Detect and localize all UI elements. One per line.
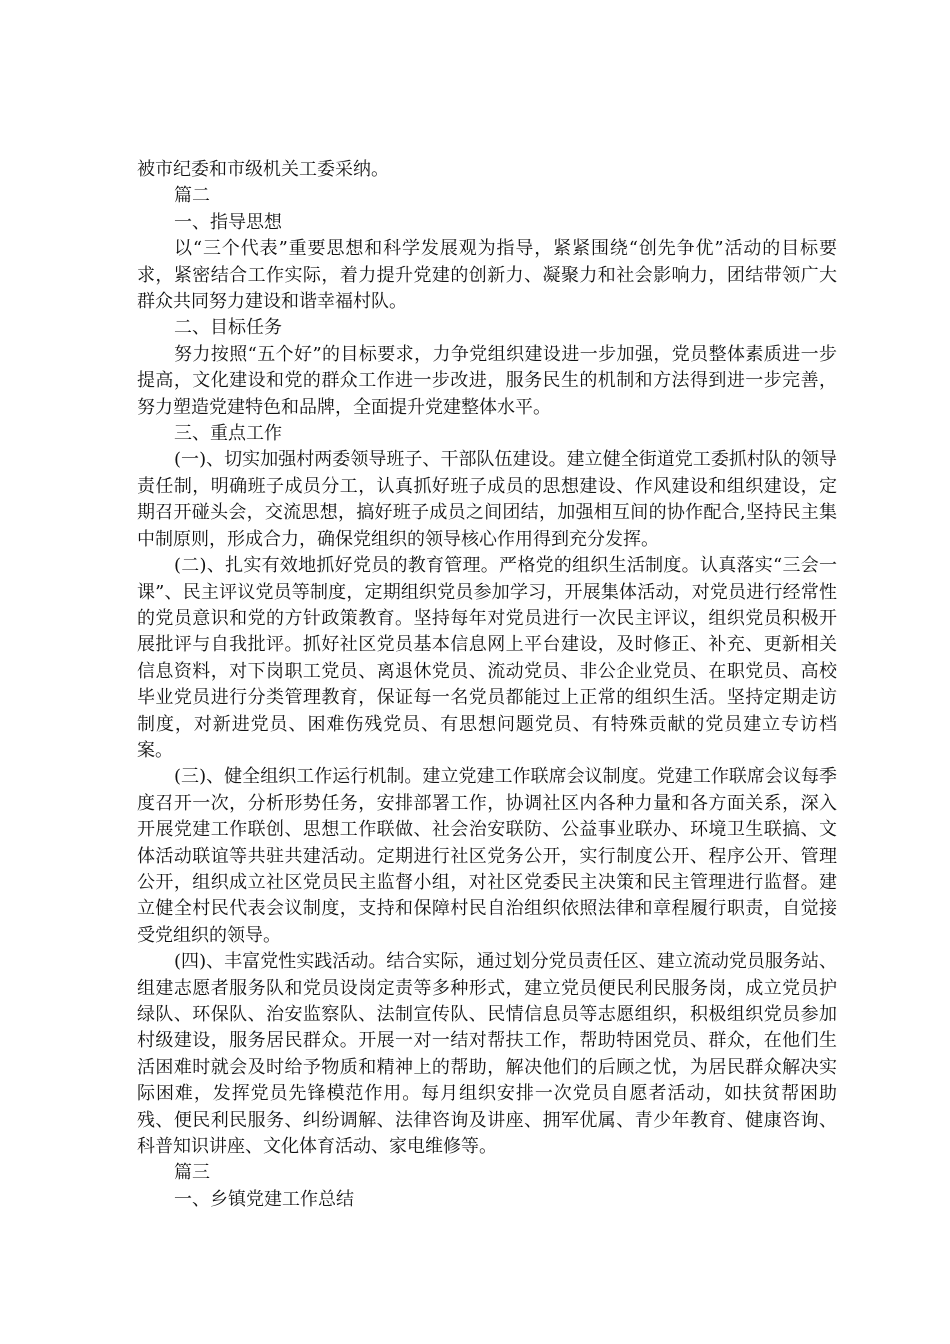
paragraph-key-work-1: (一)、切实加强村两委领导班子、干部队伍建设。建立健全街道党工委抓村队的领导责任制，明确班子成员分工，认真抓好班子成员的思想建设、作风建设和组织建设，定期召开碰头会，交流思想，搞好班子成员之间团结，加强相互间的协作配合,坚持民主集中制原则，形成合力，确保党组织的领导核心作用得到充分发挥。 xyxy=(137,449,837,550)
heading-township-summary: 一、乡镇党建工作总结 xyxy=(174,1188,354,1210)
paragraph-goals-tasks: 努力按照“五个好”的目标要求，力争党组织建设进一步加强，党员整体素质进一步提高，文化建设和党的群众工作进一步改进，服务民生的机制和方法得到进一步完善，努力塑造党建特色和品牌，全面提升党建整体水平。 xyxy=(137,343,837,418)
paragraph-key-work-2: (二)、扎实有效地抓好党员的教育管理。严格党的组织生活制度。认真落实“三会一课”、民主评议党员等制度，定期组织党员参加学习，开展集体活动，对党员进行经常性的党员意识和党的方针政策教育。坚持每年对党员进行一次民主评议，组织党员积极开展批评与自我批评。抓好社区党员基本信息网上平台建设，及时修正、补充、更新相关信息资料，对下岗职工党员、离退休党员、流动党员、非公企业党员、在职党员、高校毕业党员进行分类管理教育，保证每一名党员都能过上正常的组织生活。坚持定期走访制度，对新进党员、困难伤残党员、有思想问题党员、有特殊贡献的党员建立专访档案。 xyxy=(137,555,837,761)
section-heading-part-two: 篇二 xyxy=(174,185,210,207)
document-body xyxy=(137,157,837,1213)
paragraph-guiding-ideology: 以“三个代表”重要思想和科学发展观为指导，紧紧围绕“创先争优”活动的目标要求，紧密结合工作实际，着力提升党建的创新力、凝聚力和社会影响力，团结带领广大群众共同努力建设和谐幸福村队。 xyxy=(137,238,837,313)
section-heading-part-three: 篇三 xyxy=(174,1162,210,1184)
heading-goals-tasks: 二、目标任务 xyxy=(174,317,282,339)
heading-guiding-ideology: 一、指导思想 xyxy=(174,211,282,233)
heading-key-work: 三、重点工作 xyxy=(174,423,282,445)
paragraph-continuation: 被市纪委和市级机关工委采纳。 xyxy=(137,159,389,180)
paragraph-key-work-4: (四)、丰富党性实践活动。结合实际，通过划分党员责任区、建立流动党员服务站、组建志愿者服务队和党员设岗定责等多种形式，建立党员便民利民服务岗，成立党员护绿队、环保队、治安监察队、法制宣传队、民情信息员等志愿组织，积极组织党员参加村级建设，服务居民群众。开展一对一结对帮扶工作，帮助特困党员、群众，在他们生活困难时就会及时给予物质和精神上的帮助，解决他们的后顾之忧，为居民群众解决实际困难，发挥党员先锋模范作用。每月组织安排一次党员自愿者活动，如扶贫帮困助残、便民利民服务、纠纷调解、法律咨询及讲座、拥军优属、青少年教育、健康咨询、科普知识讲座、文化体育活动、家电维修等。 xyxy=(137,951,837,1158)
paragraph-key-work-3: (三)、健全组织工作运行机制。建立党建工作联席会议制度。党建工作联席会议每季度召开一次，分析形势任务，安排部署工作，协调社区内各种力量和各方面关系，深入开展党建工作联创、思想工作联做、社会治安联防、公益事业联办、环境卫生联搞、文体活动联谊等共驻共建活动。定期进行社区党务公开，实行制度公开、程序公开、管理公开，组织成立社区党员民主监督小组，对社区党委民主决策和民主管理进行监督。建立健全村民代表会议制度，支持和保障村民自治组织依照法律和章程履行职责，自觉接受党组织的领导。 xyxy=(137,766,837,946)
